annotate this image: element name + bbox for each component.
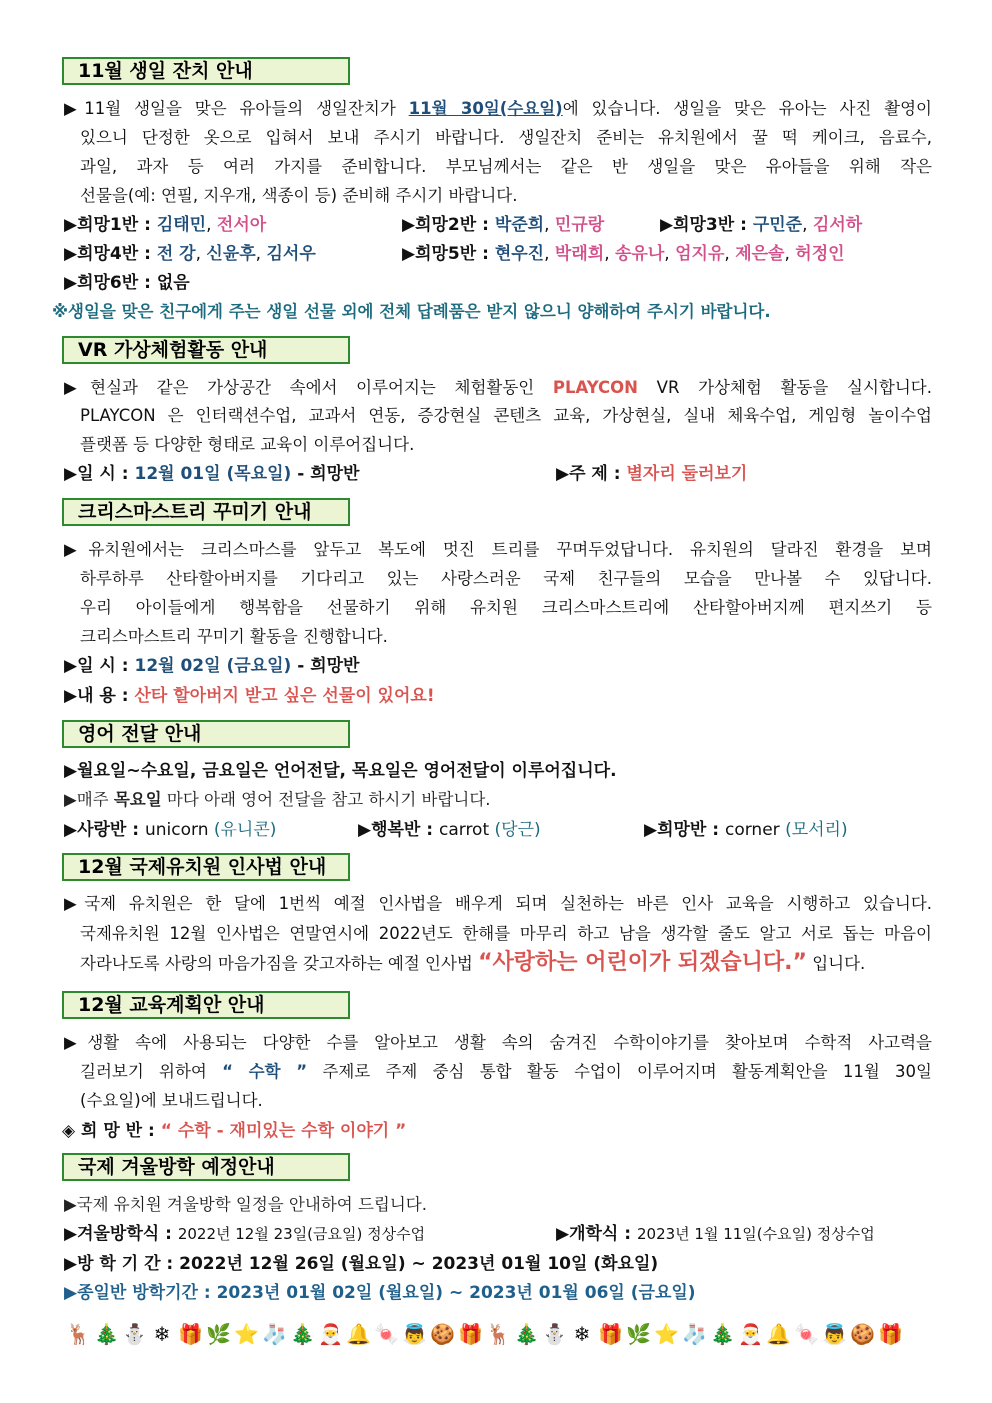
christmas-ornament-icon: ⛄: [542, 1322, 567, 1346]
vr-paragraph-line-2: PLAYCON 은 인터랙션수업, 교과서 연동, 증강현실 콘텐츠 교육, 가상현실, 실내 체육수업, 게임형 놀이수업: [80, 406, 932, 425]
section-title-christmas-tree: 크리스마스트리 꾸미기 안내: [62, 498, 350, 526]
tree-content: ▶내 용 : 산타 할아버지 받고 싶은 선물이 있어요!: [64, 686, 435, 706]
english-word-hope-class: ▶희망반 : corner (모서리): [644, 820, 848, 840]
christmas-ornament-icon: 🧦: [682, 1322, 707, 1346]
tree-paragraph-line-3: 우리 아이들에게 행복함을 선물하기 위해 유치원 크리스마스트리에 산타할아버지께 편지쓰기 등: [80, 598, 932, 617]
christmas-ornament-icon: ⭐: [654, 1322, 679, 1346]
christmas-ornament-icon: 🎄: [94, 1322, 119, 1346]
birthday-paragraph-line-2: 있으니 단정한 옷으로 입혀서 보내 주시기 바랍니다. 생일잔치 준비는 유치원에서 꿀 떡 케이크, 음료수,: [80, 128, 932, 147]
christmas-ornament-icon: 👼: [822, 1322, 847, 1346]
english-paragraph-line-1: ▶월요일~수요일, 금요일은 언어전달, 목요일은 영어전달이 이루어집니다.: [64, 761, 617, 781]
christmas-ornament-icon: 🍬: [794, 1322, 819, 1346]
christmas-ornament-icon: ❄: [573, 1322, 591, 1346]
section-title-vr: VR 가상체험활동 안내: [62, 336, 350, 364]
tree-paragraph-line-1: ▶유치원에서는 크리스마스를 앞두고 복도에 멋진 트리를 꾸며두었답니다. 유치원의 달라진 환경을 보며: [64, 540, 932, 559]
class-5-names: ▶희망5반 : 현우진, 박래희, 송유나, 엄지유, 제은솔, 허정인: [402, 244, 845, 264]
christmas-ornament-icon: 🌿: [206, 1322, 231, 1346]
class-2-names: ▶희망2반 : 박준희, 민규랑: [402, 215, 605, 235]
christmas-ornament-icon: 🎄: [514, 1322, 539, 1346]
greeting-paragraph-line-3: 자라나도록 사랑의 마음가짐을 갖고자하는 예절 인사법 “사랑하는 어린이가 되겠습니다.” 입니다.: [80, 950, 866, 975]
christmas-ornament-icon: 🎄: [710, 1322, 735, 1346]
plan-paragraph-line-2: 길러보기 위하여 “ 수학 ” 주제로 주제 중심 통합 활동 수업이 이루어지며 활동계획안을 11월 30일: [80, 1062, 932, 1081]
birthday-date: 11월 30일(수요일): [408, 99, 563, 118]
birthday-paragraph-line-1: ▶11월 생일을 맞은 유아들의 생일잔치가 11월 30일(수요일)에 있습니다. 생일을 맞은 유아는 사진 촬영이: [64, 99, 932, 118]
class-3-names: ▶희망3반 : 구민준, 김서하: [660, 215, 863, 235]
christmas-ornament-icon: 👼: [402, 1322, 427, 1346]
christmas-decoration-border: [66, 1317, 916, 1351]
christmas-ornament-icon: 🎅: [318, 1322, 343, 1346]
christmas-ornament-icon: ❄: [153, 1322, 171, 1346]
christmas-ornament-icon: 🍬: [374, 1322, 399, 1346]
section-title-education-plan: 12월 교육계획안 안내: [62, 991, 350, 1019]
vr-paragraph-line-1: ▶현실과 같은 가상공간 속에서 이루어지는 체험활동인 PLAYCON VR 가상체험 활동을 실시합니다.: [64, 378, 932, 397]
class-1-names: ▶희망1반 : 김태민, 전서아: [64, 215, 267, 235]
playcon-brand: PLAYCON: [552, 378, 638, 397]
vr-paragraph-line-3: 플랫폼 등 다양한 형태로 교육이 이루어집니다.: [80, 435, 415, 454]
birthday-paragraph-line-4: 선물을(예: 연필, 지우개, 색종이 등) 준비해 주시기 바랍니다.: [80, 186, 518, 205]
greeting-paragraph-line-1: ▶국제 유치원은 한 달에 1번씩 예절 인사법을 배우게 되며 실천하는 바른 인사 교육을 시행하고 있습니다.: [64, 894, 932, 913]
winter-break-period: ▶방 학 기 간 : 2022년 12월 26일 (월요일) ~ 2023년 01월 10일 (화요일): [64, 1254, 659, 1274]
english-word-love-class: ▶사랑반 : unicorn (유니콘): [64, 820, 277, 840]
christmas-ornament-icon: 🎅: [738, 1322, 763, 1346]
tree-paragraph-line-4: 크리스마스트리 꾸미기 활동을 진행합니다.: [80, 627, 388, 646]
plan-paragraph-line-3: (수요일)에 보내드립니다.: [80, 1091, 263, 1110]
christmas-ornament-icon: 🍪: [430, 1322, 455, 1346]
english-word-happy-class: ▶행복반 : carrot (당근): [358, 820, 541, 840]
section-title-greeting: 12월 국제유치원 인사법 안내: [62, 853, 350, 881]
christmas-ornament-icon: 🦌: [486, 1322, 511, 1346]
all-day-break-period: ▶종일반 방학기간 : 2023년 01월 02일 (월요일) ~ 2023년 01월 06일 (금요일): [64, 1283, 696, 1303]
winter-closing-ceremony: ▶겨울방학식 : 2022년 12월 23일(금요일) 정상수업: [64, 1224, 426, 1244]
christmas-ornament-icon: 🎁: [878, 1322, 903, 1346]
christmas-ornament-icon: 🦌: [66, 1322, 91, 1346]
christmas-ornament-icon: ⛄: [122, 1322, 147, 1346]
christmas-ornament-icon: 🎁: [598, 1322, 623, 1346]
section-title-birthday: 11월 생일 잔치 안내: [62, 57, 350, 85]
tree-date: ▶일 시 : 12월 02일 (금요일) - 희망반: [64, 656, 360, 676]
birthday-paragraph-line-3: 과일, 과자 등 여러 가지를 준비합니다. 부모님께서는 같은 반 생일을 맞은 유아들을 위해 작은: [80, 157, 932, 176]
plan-paragraph-line-1: ▶생활 속에 사용되는 다양한 수를 알아보고 생활 속의 숨겨진 수학이야기를 찾아보며 수학적 사고력을: [64, 1033, 932, 1052]
christmas-ornament-icon: 🔔: [766, 1322, 791, 1346]
christmas-ornament-icon: 🔔: [346, 1322, 371, 1346]
class-4-names: ▶희망4반 : 전 강, 신윤후, 김서우: [64, 244, 316, 264]
christmas-ornament-icon: 🎁: [458, 1322, 483, 1346]
christmas-ornament-icon: ⭐: [234, 1322, 259, 1346]
plan-hope-class-theme: ◈ 희 망 반 : “ 수학 - 재미있는 수학 이야기 ”: [62, 1121, 407, 1141]
class-6-names: ▶희망6반 : 없음: [64, 273, 190, 293]
section-title-english: 영어 전달 안내: [62, 720, 350, 748]
winter-opening-ceremony: ▶개학식 : 2023년 1월 11일(수요일) 정상수업: [556, 1224, 875, 1244]
greeting-phrase: “사랑하는 어린이가 되겠습니다.”: [478, 950, 807, 975]
christmas-ornament-icon: 🎄: [290, 1322, 315, 1346]
greeting-paragraph-line-2: 국제유치원 12월 인사법은 연말연시에 2022년도 한해를 마무리 하고 남을 생각할 줄도 알고 서로 돕는 마음이: [80, 924, 932, 943]
winter-paragraph-line-1: ▶국제 유치원 겨울방학 일정을 안내하여 드립니다.: [64, 1195, 427, 1214]
vr-theme: ▶주 제 : 별자리 둘러보기: [556, 464, 748, 484]
christmas-ornament-icon: 🧦: [262, 1322, 287, 1346]
birthday-note: ※생일을 맞은 친구에게 주는 생일 선물 외에 전체 답례품은 받지 않으니 양해하여 주시기 바랍니다.: [52, 302, 771, 321]
vr-date: ▶일 시 : 12월 01일 (목요일) - 희망반: [64, 464, 360, 484]
tree-paragraph-line-2: 하루하루 산타할아버지를 기다리고 있는 사랑스러운 국제 친구들의 모습을 만나볼 수 있답니다.: [80, 569, 932, 588]
christmas-ornament-icon: 🌿: [626, 1322, 651, 1346]
section-title-winter-break: 국제 겨울방학 예정안내: [62, 1153, 350, 1181]
english-paragraph-line-2: ▶매주 목요일 마다 아래 영어 전달을 참고 하시기 바랍니다.: [64, 790, 491, 809]
christmas-ornament-icon: 🍪: [850, 1322, 875, 1346]
christmas-ornament-icon: 🎁: [178, 1322, 203, 1346]
